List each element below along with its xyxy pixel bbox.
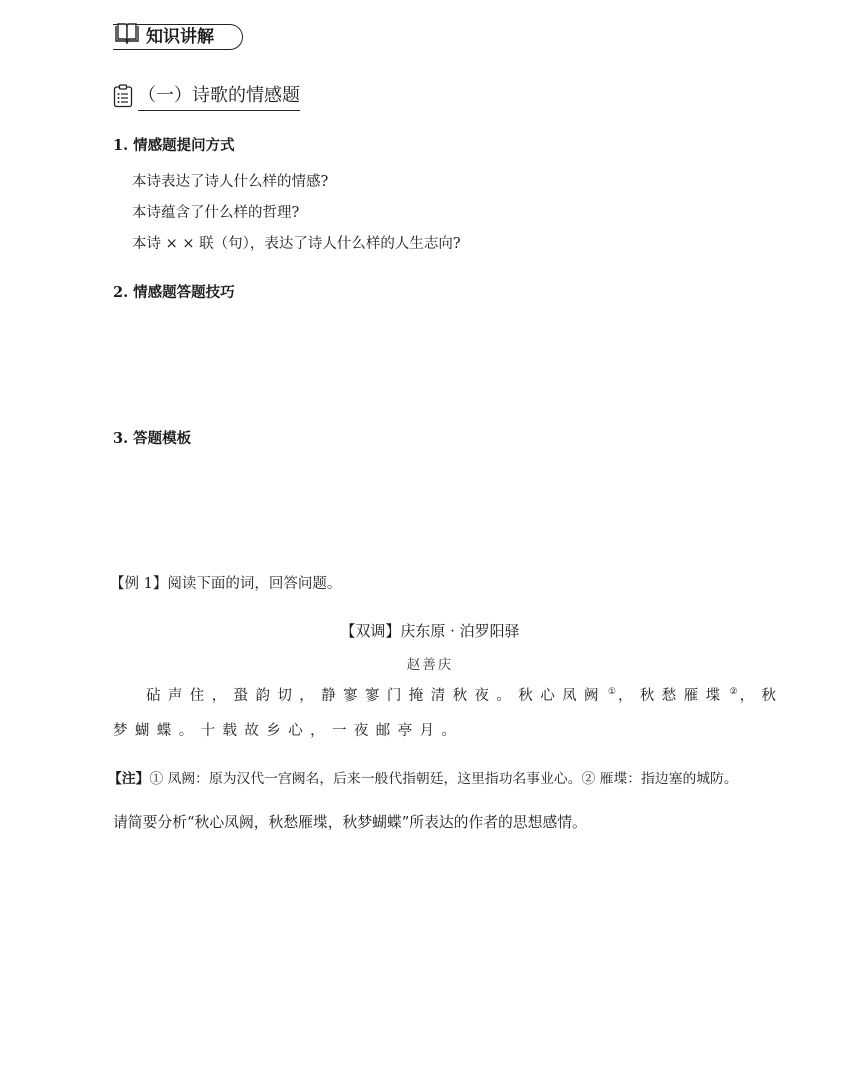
item1-line-1: 本诗表达了诗人什么样的情感? xyxy=(132,174,329,190)
footnote-marker-1: ① xyxy=(607,687,616,697)
example-intro: 【例 1】阅读下面的词，回答问题。 xyxy=(110,576,342,592)
clipboard-icon xyxy=(113,84,133,108)
section-title: 知识讲解 xyxy=(146,27,214,47)
book-icon xyxy=(113,22,141,46)
poem-line-1 xyxy=(146,684,783,705)
poem-line-2: 梦蝴蝶。十载故乡心，一夜邮亭月。 xyxy=(113,723,464,739)
subsection-title: （一）诗歌的情感题 xyxy=(138,83,300,111)
question-text: 请简要分析“秋心凤阙，秋愁雁堞，秋梦蝴蝶”所表达的作者的思想感情。 xyxy=(113,814,587,831)
annotation-note xyxy=(108,767,738,787)
item1-line-2: 本诗蕴含了什么样的哲理? xyxy=(132,205,300,221)
item2-heading: 2. 情感题答题技巧 xyxy=(113,284,235,301)
footnote-marker-2: ② xyxy=(729,687,738,697)
poem-title: 【双调】庆东原 · 泊罗阳驿 xyxy=(340,622,520,640)
poem-line-1-part-a: 砧声住，蛩韵切，静寥寥门掩清秋夜。秋心凤阙 xyxy=(146,688,606,704)
item3-heading: 3. 答题模板 xyxy=(113,430,192,447)
poem-line-1-part-c: ，秋 xyxy=(739,688,784,704)
item1-line-3: 本诗 × × 联（句），表达了诗人什么样的人生志向? xyxy=(132,236,461,252)
note-text: ① 凤阙：原为汉代一宫阙名，后来一般代指朝廷，这里指功名事业心。② 雁堞：指边塞的城防。 xyxy=(149,771,738,787)
note-label: 【注】 xyxy=(108,771,150,787)
item1-heading: 1. 情感题提问方式 xyxy=(113,137,235,154)
poem-author: 赵善庆 xyxy=(406,657,454,673)
poem-line-1-part-b: ，秋愁雁堞 xyxy=(617,688,728,704)
